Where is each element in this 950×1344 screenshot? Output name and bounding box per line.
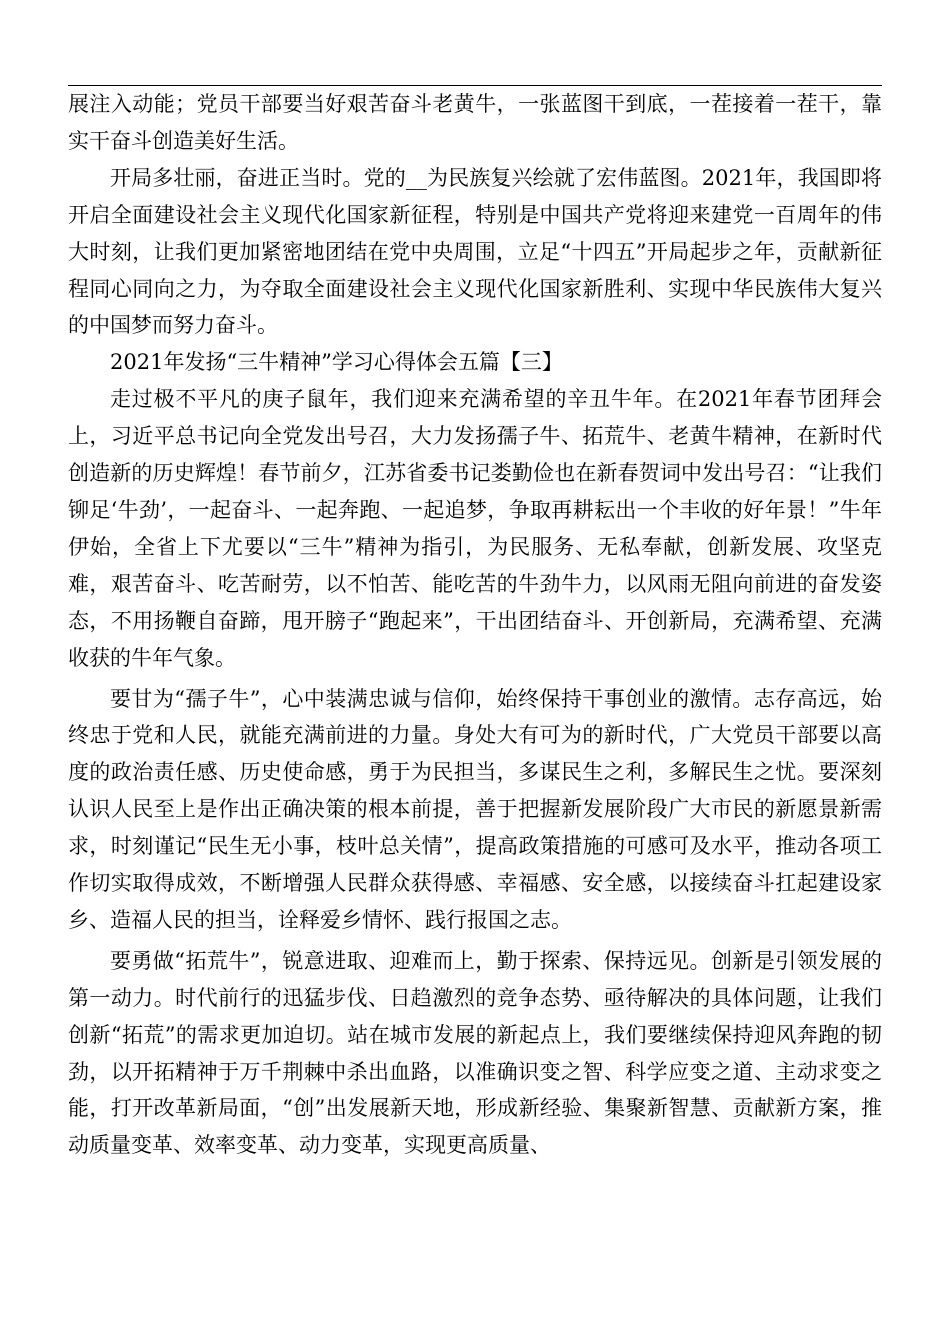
- paragraph-continuation: 展注入动能；党员干部要当好艰苦奋斗老黄牛，一张蓝图干到底，一茬接着一茬干，靠实干奋斗创造美好生活。: [68, 92, 882, 153]
- paragraph-opening-era: 开局多壮丽，奋进正当时。党的__为民族复兴绘就了宏伟蓝图。2021年，我国即将开启全面建设社会主义现代化国家新征程，特别是中国共产党将迎来建党一百周年的伟大时刻，让我们更加紧密地团结在党中央周围，立足“十四五”开局起步之年，贡献新征程同心同向之力，为夺取全面建设社会主义现代化国家新胜利、实现中华民族伟大复兴的中国梦而努力奋斗。: [68, 165, 882, 338]
- paragraph-intro: 走过极不平凡的庚子鼠年，我们迎来充满希望的辛丑牛年。在2021年春节团拜会上，习近平总书记向全党发出号召，大力发扬孺子牛、拓荒牛、老黄牛精神，在新时代创造新的历史辉煌！春节前夕，江苏省委书记娄勤俭也在新春贺词中发出号召：“让我们铆足‘牛劲’，一起奋斗、一起奔跑、一起追梦，争取再耕耘出一个丰收的好年景！”牛年伊始，全省上下尤要以“三牛”精神为指引，为民服务、无私奉献，创新发展、攻坚克难，艰苦奋斗、吃苦耐劳，以不怕苦、能吃苦的牛劲牛力，以风雨无阻向前进的奋发姿态，不用扬鞭自奋蹄，甩开膀子“跑起来”，干出团结奋斗、开创新局，充满希望、充满收获的牛年气象。: [68, 387, 882, 670]
- paragraph-tuohuang-niu: 要勇做“拓荒牛”，锐意进取、迎难而上，勤于探索、保持远见。创新是引领发展的第一动力。时代前行的迅猛步伐、日趋激烈的竞争态势、亟待解决的具体问题，让我们创新“拓荒”的需求更加迫切。站在城市发展的新起点上，我们要继续保持迎风奔跑的韧劲，以开拓精神于万千荆棘中杀出血路，以准确识变之智、科学应变之道、主动求变之能，打开改革新局面，“创”出发展新天地，形成新经验、集聚新智慧、贡献新方案，推动质量变革、效率变革、动力变革，实现更高质量、: [68, 948, 882, 1158]
- document-page: [68, 86, 882, 1164]
- paragraph-ruzi-niu: 要甘为“孺子牛”，心中装满忠诚与信仰，始终保持干事创业的激情。志存高远，始终忠于党和人民，就能充满前进的力量。身处大有可为的新时代，广大党员干部要以高度的政治责任感、历史使命感，勇于为民担当，多谋民生之利，多解民生之忧。要深刻认识人民至上是作出正确决策的根本前提，善于把握新发展阶段广大市民的新愿景新需求，时刻谨记“民生无小事，枝叶总关情”，提高政策措施的可感可及水平，推动各项工作切实取得成效，不断增强人民群众获得感、幸福感、安全感，以接续奋斗扛起建设家乡、造福人民的担当，诠释爱乡情怀、践行报国之志。: [68, 686, 882, 932]
- section-heading: 2021年发扬“三牛精神”学习心得体会五篇【三】: [110, 350, 563, 375]
